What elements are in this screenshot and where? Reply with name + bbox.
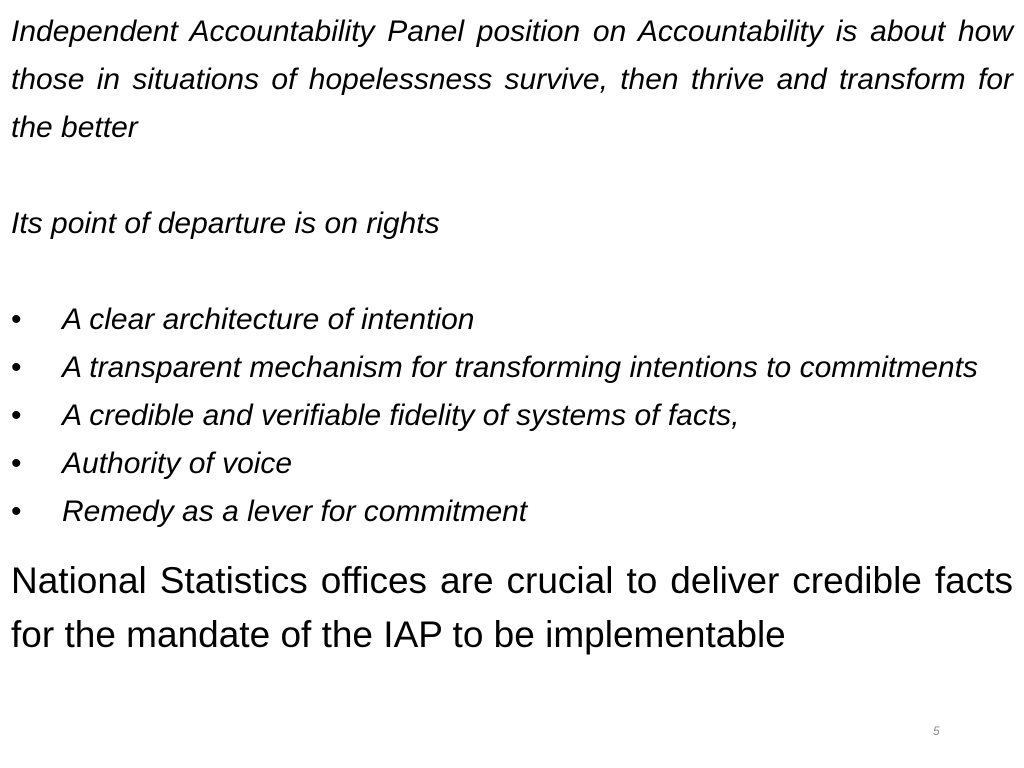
bullet-icon: •	[11, 351, 22, 384]
spacer	[11, 248, 1013, 296]
list-item	[11, 296, 1013, 344]
bullet-icon: •	[11, 399, 22, 432]
list-item	[11, 344, 1013, 392]
bullet-icon: •	[11, 303, 22, 336]
bullet-icon: •	[11, 447, 22, 480]
list-item-text: Remedy as a lever for commitment	[62, 495, 528, 528]
spacer	[11, 152, 1013, 200]
list-item-text: A credible and verifiable fidelity of systems of facts,	[62, 399, 740, 432]
intro-paragraph: Independent Accountability Panel position on Accountability is about how those in situations of hopelessness survive, then thrive and transform for the better	[11, 15, 1013, 144]
page-number: 5	[933, 724, 940, 738]
list-item-text: A clear architecture of intention	[62, 303, 475, 336]
list-item-text: A transparent mechanism for transforming intentions to commitments	[62, 351, 978, 384]
list-item	[11, 488, 1013, 536]
departure-paragraph: Its point of departure is on rights	[11, 207, 440, 240]
list-item-text: Authority of voice	[62, 447, 293, 480]
conclusion-paragraph: National Statistics offices are crucial to deliver credible facts for the mandate of the IAP to be implementable	[11, 560, 1013, 655]
list-item	[11, 440, 1013, 488]
slide-body	[11, 8, 1013, 662]
bullet-icon: •	[11, 495, 22, 528]
list-item	[11, 392, 1013, 440]
principles-list	[11, 296, 1013, 536]
